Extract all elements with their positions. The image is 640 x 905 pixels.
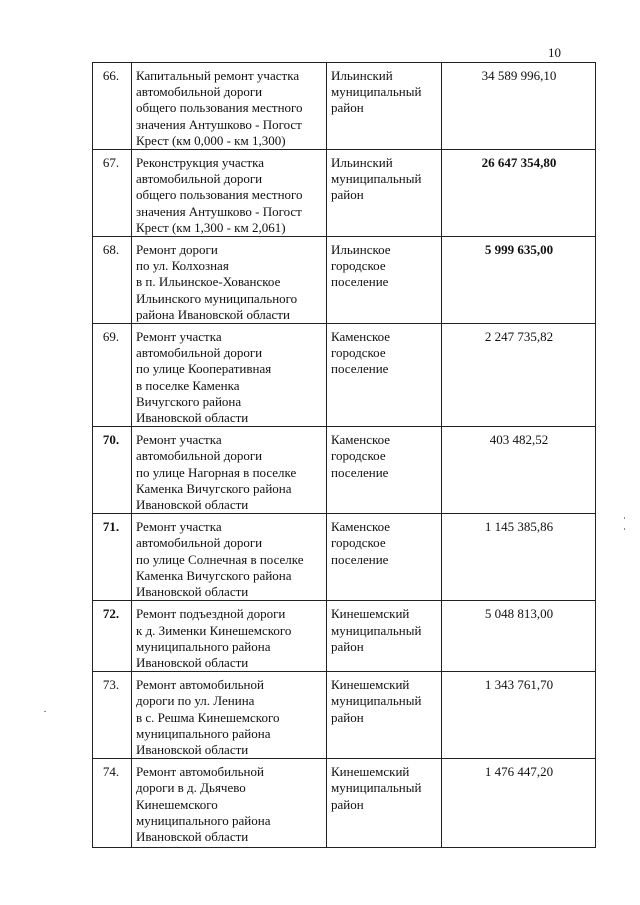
municipality-line: район bbox=[331, 100, 364, 116]
municipality-line: муниципальный bbox=[331, 171, 422, 187]
works-table bbox=[92, 62, 596, 848]
row-number-cell: 72. bbox=[93, 601, 132, 672]
municipality-line: муниципальный bbox=[331, 84, 422, 100]
object-line: автомобильной дороги bbox=[136, 345, 263, 361]
municipality-line: поселение bbox=[331, 361, 389, 377]
object-line: общего пользования местного bbox=[136, 100, 303, 116]
municipality-line: Кинешемский bbox=[331, 677, 410, 693]
object-line: Ивановской области bbox=[136, 497, 249, 513]
municipality-line: городское bbox=[331, 448, 386, 464]
object-cell bbox=[132, 150, 327, 237]
municipality-cell bbox=[327, 759, 442, 848]
object-cell bbox=[132, 514, 327, 601]
object-line: Реконструкция участка bbox=[136, 155, 264, 171]
municipality-line: Ильинский bbox=[331, 155, 393, 171]
object-line: Каменка Вичугского района bbox=[136, 480, 292, 496]
object-line: Ремонт дороги bbox=[136, 242, 218, 258]
object-line: Ремонт автомобильной bbox=[136, 764, 264, 780]
object-cell bbox=[132, 672, 327, 759]
municipality-line: Ильинское bbox=[331, 242, 391, 258]
object-line: по улице Нагорная в поселке bbox=[136, 464, 297, 480]
municipality-line: поселение bbox=[331, 274, 389, 290]
object-line: в п. Ильинское-Хованское bbox=[136, 274, 281, 290]
row-number-cell: 70. bbox=[93, 427, 132, 514]
object-line: Вичугского района bbox=[136, 393, 242, 409]
object-line: в с. Решма Кинешемского bbox=[136, 709, 280, 725]
table-row bbox=[93, 237, 596, 324]
object-line: Крест (км 1,300 - км 2,061) bbox=[136, 219, 286, 235]
table-row bbox=[93, 759, 596, 848]
table-row bbox=[93, 427, 596, 514]
object-line: к д. Зименки Кинешемского bbox=[136, 622, 292, 638]
municipality-line: Каменское bbox=[331, 432, 391, 448]
object-line: дороги в д. Дьячево bbox=[136, 780, 246, 796]
municipality-cell bbox=[327, 63, 442, 150]
municipality-cell bbox=[327, 427, 442, 514]
object-line: Каменка Вичугского района bbox=[136, 567, 292, 583]
municipality-cell bbox=[327, 514, 442, 601]
municipality-line: поселение bbox=[331, 464, 389, 480]
object-line: по улице Солнечная в поселке bbox=[136, 551, 304, 567]
object-line: Ремонт подъездной дороги bbox=[136, 606, 286, 622]
row-number-cell: 74. bbox=[93, 759, 132, 848]
municipality-line: поселение bbox=[331, 551, 389, 567]
municipality-cell bbox=[327, 324, 442, 427]
sum-cell: 26 647 354,80 bbox=[442, 150, 596, 237]
municipality-line: район bbox=[331, 187, 364, 203]
object-line: Крест (км 0,000 - км 1,300) bbox=[136, 132, 286, 148]
object-line: Ивановской области bbox=[136, 741, 249, 757]
municipality-line: муниципальный bbox=[331, 622, 422, 638]
municipality-line: городское bbox=[331, 258, 386, 274]
sum-cell: 5 048 813,00 bbox=[442, 601, 596, 672]
object-line: Ремонт участка bbox=[136, 329, 222, 345]
sum-cell: 1 343 761,70 bbox=[442, 672, 596, 759]
table-row bbox=[93, 514, 596, 601]
object-line: Ремонт участка bbox=[136, 519, 222, 535]
object-line: автомобильной дороги bbox=[136, 448, 263, 464]
sum-cell: 403 482,52 bbox=[442, 427, 596, 514]
object-line: Ивановской области bbox=[136, 654, 249, 670]
object-line: района Ивановской области bbox=[136, 306, 290, 322]
object-line: Ивановской области bbox=[136, 584, 249, 600]
municipality-line: район bbox=[331, 709, 364, 725]
row-number-cell: 68. bbox=[93, 237, 132, 324]
scan-speck bbox=[624, 517, 625, 519]
table-row bbox=[93, 672, 596, 759]
page-number: 10 bbox=[548, 45, 561, 60]
municipality-cell bbox=[327, 601, 442, 672]
row-number-cell: 73. bbox=[93, 672, 132, 759]
object-line: муниципального района bbox=[136, 638, 271, 654]
municipality-line: муниципальный bbox=[331, 780, 422, 796]
table-row bbox=[93, 324, 596, 427]
object-line: Ремонт участка bbox=[136, 432, 222, 448]
object-line: автомобильной дороги bbox=[136, 535, 263, 551]
sum-cell: 34 589 996,10 bbox=[442, 63, 596, 150]
municipality-line: район bbox=[331, 796, 364, 812]
municipality-line: район bbox=[331, 638, 364, 654]
object-line: автомобильной дороги bbox=[136, 84, 263, 100]
table-row bbox=[93, 601, 596, 672]
municipality-line: муниципальный bbox=[331, 693, 422, 709]
object-cell bbox=[132, 324, 327, 427]
row-number-cell: 66. bbox=[93, 63, 132, 150]
table-row bbox=[93, 150, 596, 237]
municipality-cell bbox=[327, 237, 442, 324]
municipality-line: городское bbox=[331, 535, 386, 551]
sum-cell: 5 999 635,00 bbox=[442, 237, 596, 324]
object-line: дороги по ул. Ленина bbox=[136, 693, 255, 709]
object-line: Кинешемского bbox=[136, 796, 218, 812]
object-line: по улице Кооперативная bbox=[136, 361, 272, 377]
object-line: муниципального района bbox=[136, 812, 271, 828]
sum-cell: 1 476 447,20 bbox=[442, 759, 596, 848]
scan-speck bbox=[624, 528, 625, 530]
object-line: общего пользования местного bbox=[136, 187, 303, 203]
table-row bbox=[93, 63, 596, 150]
row-number-cell: 69. bbox=[93, 324, 132, 427]
sum-cell: 1 145 385,86 bbox=[442, 514, 596, 601]
object-cell bbox=[132, 427, 327, 514]
object-line: в поселке Каменка bbox=[136, 377, 240, 393]
row-number-cell: 67. bbox=[93, 150, 132, 237]
municipality-line: Ильинский bbox=[331, 68, 393, 83]
municipality-cell bbox=[327, 150, 442, 237]
municipality-line: городское bbox=[331, 345, 386, 361]
object-line: значения Антушково - Погост bbox=[136, 116, 302, 132]
object-line: автомобильной дороги bbox=[136, 171, 263, 187]
municipality-line: Кинешемский bbox=[331, 764, 410, 780]
object-line: муниципального района bbox=[136, 725, 271, 741]
object-line: Ремонт автомобильной bbox=[136, 677, 264, 693]
municipality-line: Каменское bbox=[331, 519, 391, 535]
object-line: Ильинского муниципального bbox=[136, 290, 298, 306]
object-line: Капитальный ремонт участка bbox=[136, 68, 300, 83]
object-line: по ул. Колхозная bbox=[136, 258, 229, 274]
object-cell bbox=[132, 759, 327, 848]
object-cell bbox=[132, 237, 327, 324]
object-line: значения Антушково - Погост bbox=[136, 203, 302, 219]
municipality-cell bbox=[327, 672, 442, 759]
object-line: Ивановской области bbox=[136, 828, 249, 844]
object-cell bbox=[132, 601, 327, 672]
sum-cell: 2 247 735,82 bbox=[442, 324, 596, 427]
object-line: Ивановской области bbox=[136, 410, 249, 426]
object-cell bbox=[132, 63, 327, 150]
scan-speck bbox=[44, 711, 46, 712]
municipality-line: Кинешемский bbox=[331, 606, 410, 622]
municipality-line: Каменское bbox=[331, 329, 391, 345]
row-number-cell: 71. bbox=[93, 514, 132, 601]
